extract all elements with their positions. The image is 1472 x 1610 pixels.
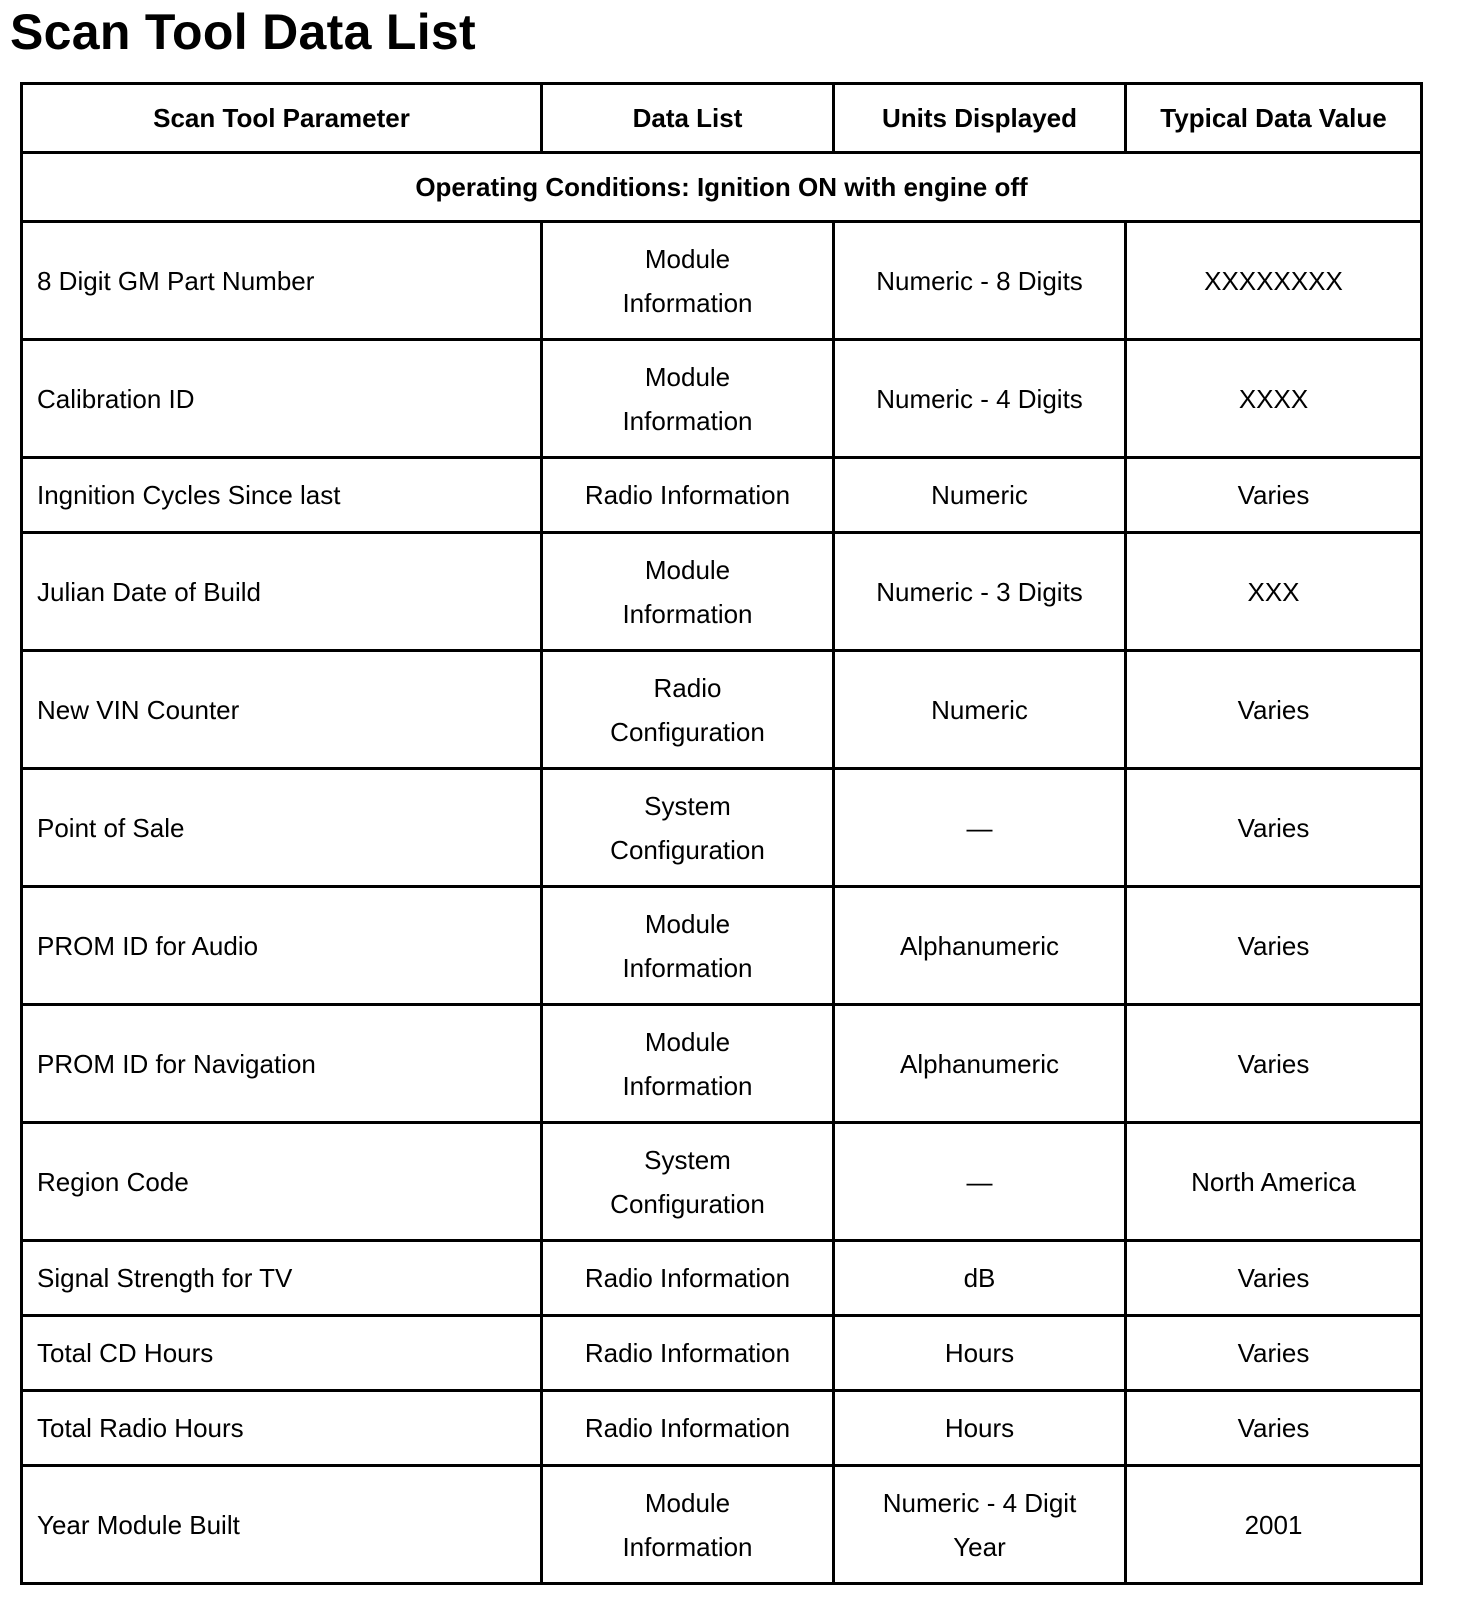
- table-row: [22, 769, 1422, 887]
- cell-data-list-line: System: [644, 1144, 731, 1175]
- cell-data-list: [542, 222, 834, 340]
- cell-units: [834, 1241, 1126, 1316]
- table-row: [22, 458, 1422, 533]
- cell-data-list-line: Radio Information: [584, 1413, 791, 1443]
- cell-units-line: Numeric - 4 Digits: [876, 383, 1083, 414]
- cell-typical-value: Varies: [1126, 1391, 1422, 1466]
- cell-units-line: Alphanumeric: [900, 930, 1059, 961]
- cell-data-list: [542, 1005, 834, 1123]
- cell-units-line: Numeric: [931, 694, 1028, 725]
- cell-parameter: Signal Strength for TV: [22, 1241, 542, 1316]
- cell-data-list-line: Radio Information: [584, 1338, 791, 1368]
- cell-units: [834, 1123, 1126, 1241]
- cell-units: [834, 1391, 1126, 1466]
- cell-typical-value: XXXX: [1126, 340, 1422, 458]
- cell-typical-value: XXXXXXXX: [1126, 222, 1422, 340]
- cell-data-list-line: Radio: [653, 672, 722, 703]
- table-row: [22, 1005, 1422, 1123]
- cell-data-list-line: Module: [644, 1487, 731, 1518]
- cell-units-line: Numeric - 8 Digits: [876, 265, 1083, 296]
- header-typical-data-value: Typical Data Value: [1126, 84, 1422, 153]
- cell-units: [834, 222, 1126, 340]
- cell-units: [834, 1466, 1126, 1584]
- cell-parameter: Total CD Hours: [22, 1316, 542, 1391]
- cell-units: [834, 651, 1126, 769]
- cell-parameter: PROM ID for Audio: [22, 887, 542, 1005]
- cell-units-line: dB: [963, 1263, 996, 1293]
- cell-typical-value: Varies: [1126, 651, 1422, 769]
- cell-parameter: Total Radio Hours: [22, 1391, 542, 1466]
- cell-units-line: —: [966, 812, 993, 843]
- cell-parameter: Region Code: [22, 1123, 542, 1241]
- cell-data-list-line: Information: [622, 952, 753, 983]
- cell-parameter: Julian Date of Build: [22, 533, 542, 651]
- header-scan-tool-parameter: Scan Tool Parameter: [22, 84, 542, 153]
- cell-data-list: [542, 533, 834, 651]
- cell-parameter: PROM ID for Navigation: [22, 1005, 542, 1123]
- cell-parameter: Ingnition Cycles Since last: [22, 458, 542, 533]
- cell-data-list: [542, 887, 834, 1005]
- cell-data-list-line: Module: [644, 554, 731, 585]
- cell-units: [834, 1316, 1126, 1391]
- cell-typical-value: Varies: [1126, 1005, 1422, 1123]
- cell-parameter: New VIN Counter: [22, 651, 542, 769]
- scan-tool-data-table: [20, 82, 1423, 1585]
- cell-data-list-line: Radio Information: [584, 480, 791, 510]
- cell-data-list: [542, 769, 834, 887]
- cell-data-list-line: System: [644, 790, 731, 821]
- table-row: [22, 340, 1422, 458]
- header-units-displayed: Units Displayed: [834, 84, 1126, 153]
- cell-data-list-line: Module: [644, 908, 731, 939]
- table-header-row: [22, 84, 1422, 153]
- table-row: [22, 1316, 1422, 1391]
- cell-typical-value: Varies: [1126, 769, 1422, 887]
- cell-data-list: [542, 340, 834, 458]
- cell-data-list-line: Module: [644, 1026, 731, 1057]
- table-row: [22, 887, 1422, 1005]
- section-row: [22, 153, 1422, 222]
- cell-typical-value: North America: [1126, 1123, 1422, 1241]
- cell-parameter: Point of Sale: [22, 769, 542, 887]
- operating-conditions: Operating Conditions: Ignition ON with engine off: [22, 153, 1422, 222]
- cell-units-line: Numeric: [931, 480, 1028, 510]
- cell-units: [834, 887, 1126, 1005]
- table-row: [22, 1391, 1422, 1466]
- cell-data-list-line: Configuration: [610, 716, 765, 747]
- cell-units: [834, 340, 1126, 458]
- cell-units-line: Numeric - 3 Digits: [876, 576, 1083, 607]
- cell-data-list-line: Module: [644, 361, 731, 392]
- cell-typical-value: Varies: [1126, 458, 1422, 533]
- cell-data-list-line: Radio Information: [584, 1263, 791, 1293]
- cell-typical-value: XXX: [1126, 533, 1422, 651]
- cell-units: [834, 1005, 1126, 1123]
- cell-data-list-line: Configuration: [610, 1188, 765, 1219]
- cell-units-line: Numeric - 4 Digit: [882, 1487, 1077, 1518]
- table-row: [22, 222, 1422, 340]
- cell-data-list-line: Information: [622, 1531, 753, 1562]
- cell-units-line: Year: [953, 1531, 1006, 1562]
- cell-units: [834, 533, 1126, 651]
- cell-units-line: Alphanumeric: [900, 1048, 1059, 1079]
- table-row: [22, 533, 1422, 651]
- cell-units-line: Hours: [944, 1413, 1015, 1443]
- cell-data-list-line: Configuration: [610, 834, 765, 865]
- cell-data-list: [542, 1123, 834, 1241]
- cell-data-list-line: Information: [622, 598, 753, 629]
- cell-units: [834, 458, 1126, 533]
- cell-parameter: Calibration ID: [22, 340, 542, 458]
- cell-units-line: —: [966, 1166, 993, 1197]
- table-row: [22, 1466, 1422, 1584]
- cell-data-list-line: Information: [622, 1070, 753, 1101]
- cell-data-list: [542, 1316, 834, 1391]
- cell-parameter: Year Module Built: [22, 1466, 542, 1584]
- page-title: Scan Tool Data List: [10, 4, 476, 60]
- cell-data-list: [542, 651, 834, 769]
- cell-typical-value: 2001: [1126, 1466, 1422, 1584]
- cell-typical-value: Varies: [1126, 1241, 1422, 1316]
- table-row: [22, 651, 1422, 769]
- cell-data-list: [542, 1466, 834, 1584]
- table-row: [22, 1241, 1422, 1316]
- table-row: [22, 1123, 1422, 1241]
- cell-units-line: Hours: [944, 1338, 1015, 1368]
- cell-typical-value: Varies: [1126, 1316, 1422, 1391]
- cell-data-list-line: Information: [622, 287, 753, 318]
- cell-typical-value: Varies: [1126, 887, 1422, 1005]
- cell-data-list-line: Information: [622, 405, 753, 436]
- header-data-list: Data List: [542, 84, 834, 153]
- cell-parameter: 8 Digit GM Part Number: [22, 222, 542, 340]
- cell-units: [834, 769, 1126, 887]
- cell-data-list: [542, 458, 834, 533]
- cell-data-list: [542, 1391, 834, 1466]
- cell-data-list: [542, 1241, 834, 1316]
- cell-data-list-line: Module: [644, 243, 731, 274]
